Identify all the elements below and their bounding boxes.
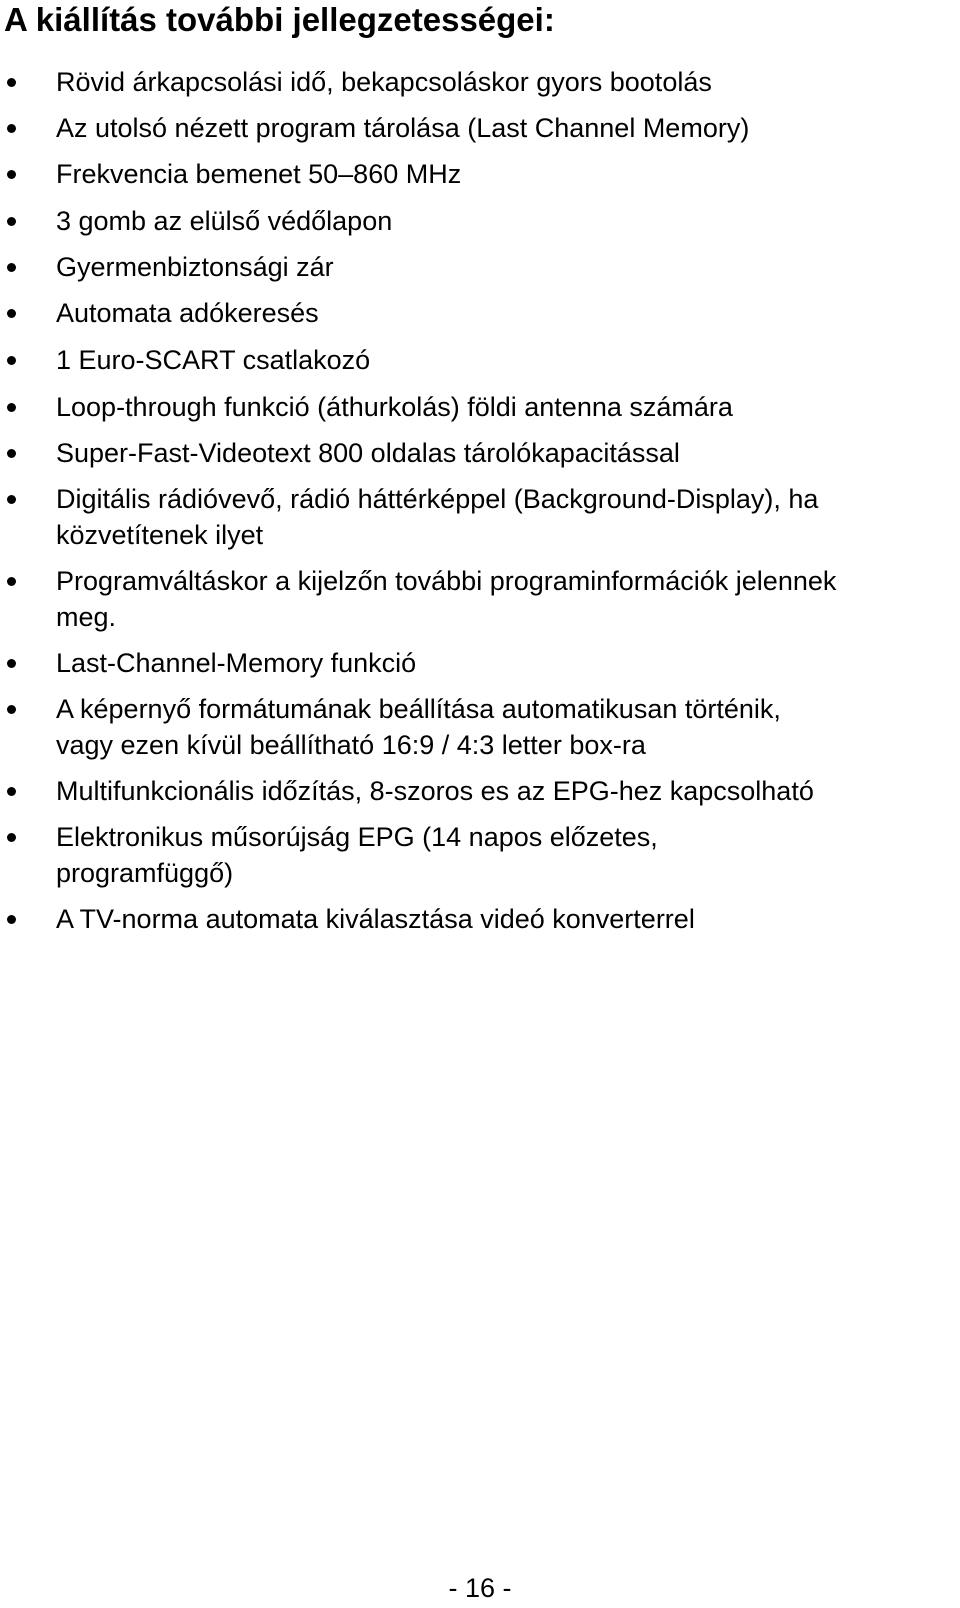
bullet-icon [7,217,16,226]
bullet-icon [7,577,16,586]
bullet-icon [7,263,16,272]
bullet-icon [7,705,16,714]
bullet-icon [7,495,16,504]
list-item-text: A képernyő formátumának beállítása automatikusan történik, vagy ezen kívül beállítható 16:9 / 4:3 letter box-ra [56,694,781,760]
list-item-text: Digitális rádióvevő, rádió háttérképpel (Background-Display), ha közvetítenek ilyet [56,484,819,550]
list-item-text: Programváltáskor a kijelzőn további programinformációk jelennek meg. [56,566,837,632]
list-item-text: Frekvencia bemenet 50–860 MHz [56,159,462,189]
bullet-icon [7,170,16,179]
list-item-text: Super-Fast-Videotext 800 oldalas tárolókapacitással [56,438,680,468]
bullet-icon [7,659,16,668]
list-item-text: A TV-norma automata kiválasztása videó konverterrel [56,904,695,934]
list-item-text: Rövid árkapcsolási idő, bekapcsoláskor gyors bootolás [56,67,712,97]
list-item-text: 3 gomb az elülső védőlapon [56,206,393,236]
bullet-icon [7,356,16,365]
page-number: - 16 - [448,1573,512,1603]
list-item-text: 1 Euro-SCART csatlakozó [56,345,371,375]
list-item-text: Az utolsó nézett program tárolása (Last Channel Memory) [56,113,750,143]
bullet-icon [7,833,16,842]
list-item-text: Last-Channel-Memory funkció [56,648,417,678]
bullet-icon [7,915,16,924]
page-title: A kiállítás további jellegzetességei: [4,1,555,38]
list-item-text: Automata adókeresés [56,298,319,328]
bullet-icon [7,787,16,796]
list-item-text: Elektronikus műsorújság EPG (14 napos előzetes, programfüggő) [56,822,658,888]
bullet-icon [7,78,16,87]
list-item-text: Loop-through funkció (áthurkolás) földi antenna számára [56,392,733,422]
bullet-icon [7,124,16,133]
bullet-icon [7,309,16,318]
bullet-icon [7,403,16,412]
list-item-text: Multifunkcionális időzítás, 8-szoros es az EPG-hez kapcsolható [56,776,814,806]
bullet-icon [7,449,16,458]
list-item-text: Gyermenbiztonsági zár [56,252,334,282]
